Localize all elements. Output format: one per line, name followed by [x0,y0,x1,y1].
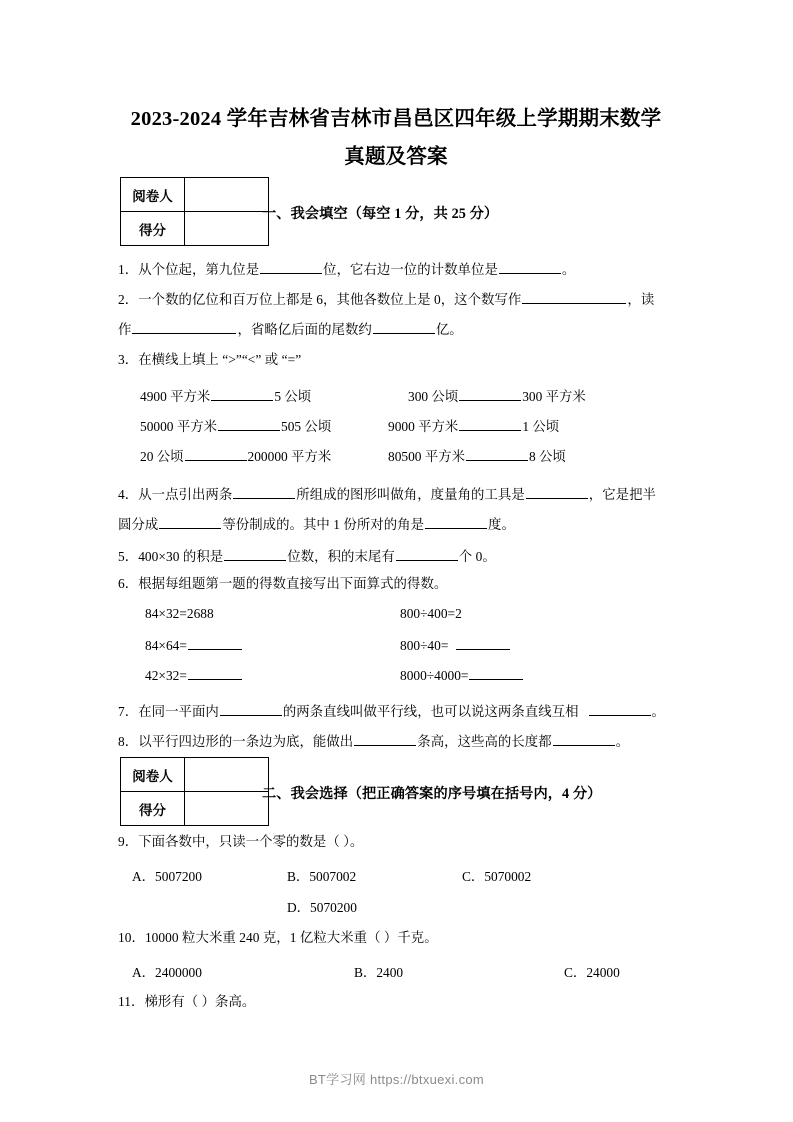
answer-blank[interactable] [589,702,651,716]
question-1 [118,255,674,285]
question-2-text-2: ，读 [627,292,655,307]
calc-left-expr: 84×64= [145,638,187,653]
answer-blank[interactable] [553,732,615,746]
question-5 [118,542,674,572]
answer-blank[interactable] [522,290,626,304]
calc-left [145,636,243,654]
question-3-number: 3． [118,352,139,367]
title-line-1: 2023-2024 学年吉林省吉林市昌邑区四年级上学期期末数学 [130,108,662,130]
answer-blank[interactable] [354,732,416,746]
question-5-text-3: 个 0。 [458,549,496,564]
answer-blank[interactable] [132,320,236,334]
question-9-text: 下面各数中，只读一个零的数是（ ）。 [138,834,364,849]
question-5-number: 5． [118,549,139,564]
question-6-prompt-text: 根据每组题第一题的得数直接写出下面算式的得数。 [138,576,448,591]
answer-blank[interactable] [456,636,510,650]
question-8-text-3: 。 [615,734,630,749]
compare-left-operand: 4900 平方米 [140,389,211,404]
compare-right-operand: 5 公顷 [274,389,312,404]
question-6-number: 6． [118,576,139,591]
question-10-number: 10． [118,930,145,945]
section-header-1: 一、我会填空（每空 1 分，共 25 分） [262,206,499,222]
question-10-text: 10000 粒大米重 240 克，1 亿粒大米重（ ）千克。 [144,930,438,945]
option-b[interactable]: B．2400 [354,965,404,980]
answer-blank[interactable] [396,547,458,561]
score-label: 得分 [121,792,185,826]
compare-left-operand: 80500 平方米 [388,449,465,464]
calc-right-expr: 800÷40= [400,638,449,653]
answer-blank[interactable] [224,547,286,561]
question-4-text-5: 等份制成的。其中 1 份所对的角是 [222,517,425,532]
question-7-number: 7． [118,704,139,719]
question-11-text: 梯形有（ ）条高。 [144,994,256,1009]
answer-blank[interactable] [459,387,521,401]
answer-blank[interactable] [159,515,221,529]
answer-blank[interactable] [188,636,242,650]
question-8-text-1: 以平行四边形的一条边为底，能做出 [138,734,354,749]
compare-right-operand: 8 公顷 [529,449,566,464]
question-1-number: 1． [118,262,139,277]
answer-blank[interactable] [220,702,282,716]
question-9 [118,834,363,850]
answer-blank[interactable] [211,387,273,401]
compare-left-operand: 50000 平方米 [140,419,217,434]
question-2-line2 [118,315,674,345]
calc-left [145,666,243,684]
question-2-text-3: 作 [118,322,132,337]
question-10 [118,930,438,946]
question-4-text-6: 度。 [488,517,515,532]
answer-blank[interactable] [185,447,247,461]
option-d[interactable]: D．5070200 [287,900,357,915]
question-1-text-2: 位，它右边一位的计数单位是 [323,262,498,277]
score-value-cell[interactable] [185,792,269,826]
calc-right [400,636,511,654]
table-row [121,792,269,826]
question-2-text-4: ，省略亿后面的尾数约 [237,322,372,337]
footer-watermark: BT学习网 https://btxuexi.com [308,1072,485,1087]
question-1-text-3: 。 [561,262,576,277]
question-8-text-2: 条高，这些高的长度都 [417,734,552,749]
question-2 [118,285,674,315]
calc-left-expr: 42×32= [145,668,187,683]
reviewer-value-cell[interactable] [185,178,269,212]
question-7-text-1: 在同一平面内 [138,704,219,719]
question-5-text-2: 位数，积的末尾有 [287,549,395,564]
question-2-text-5: 亿。 [435,322,463,337]
question-4-number: 4． [118,487,139,502]
title-line-2: 真题及答案 [344,146,448,168]
calc-right: 800÷400=2 [400,606,462,621]
question-5-text-1: 400×30 的积是 [138,549,224,564]
question-7-text-2: 的两条直线叫做平行线，也可以说这两条直线互相 [282,704,579,719]
question-3-prompt [118,352,301,368]
question-7 [118,697,674,727]
table-row [121,212,269,246]
compare-pair-right [388,416,559,435]
answer-blank[interactable] [218,417,280,431]
compare-pair-left [140,416,331,435]
score-label: 得分 [121,212,185,246]
question-8 [118,727,674,757]
question-11-number: 11． [118,994,145,1009]
answer-blank[interactable] [499,260,561,274]
question-3-prompt-text: 在横线上填上 “>”“<” 或 “=” [138,352,302,367]
question-2-number: 2． [118,292,139,307]
question-9-number: 9． [118,834,139,849]
answer-blank[interactable] [466,447,528,461]
option-a[interactable]: A．5007200 [132,869,202,884]
question-4-text-2: 所组成的图形叫做角，度量角的工具是 [296,487,525,502]
answer-blank[interactable] [459,417,521,431]
answer-blank[interactable] [526,485,588,499]
option-a[interactable]: A．2400000 [132,965,202,980]
option-c[interactable]: C．24000 [564,965,620,980]
reviewer-label: 阅卷人 [121,758,185,792]
option-c[interactable]: C．5070002 [462,869,532,884]
answer-blank[interactable] [188,666,242,680]
answer-blank[interactable] [469,666,523,680]
calc-right [400,666,524,684]
compare-pair-left [140,386,311,405]
score-table-section-2 [120,757,269,826]
answer-blank[interactable] [233,485,295,499]
question-2-text-1: 一个数的亿位和百万位上都是 6，其他各数位上是 0，这个数写作 [138,292,522,307]
answer-blank[interactable] [373,320,435,334]
compare-right-operand: 505 公顷 [281,419,332,434]
compare-pair-right [388,446,566,465]
question-8-number: 8． [118,734,139,749]
score-table-section-1 [120,177,269,246]
question-4-line2 [118,510,674,540]
compare-left-operand: 9000 平方米 [388,419,459,434]
answer-blank[interactable] [260,260,322,274]
option-b[interactable]: B．5007002 [287,869,357,884]
question-4 [118,480,674,510]
table-row [121,178,269,212]
compare-pair-right [408,386,586,405]
question-1-text-1: 从个位起，第九位是 [138,262,260,277]
question-4-text-1: 从一点引出两条 [138,487,233,502]
question-4-text-4: 圆分成 [118,517,159,532]
score-value-cell[interactable] [185,212,269,246]
compare-right-operand: 300 平方米 [522,389,586,404]
section-header-2: 二、我会选择（把正确答案的序号填在括号内，4 分） [262,786,602,802]
question-7-text-3: 。 [651,704,665,719]
question-11 [118,994,255,1010]
page-title [96,100,696,176]
compare-right-operand: 1 公顷 [522,419,560,434]
table-row [121,758,269,792]
calc-left: 84×32=2688 [145,606,214,621]
compare-left-operand: 20 公顷 [140,449,184,464]
calc-right-expr: 8000÷4000= [400,668,469,683]
compare-pair-left [140,446,331,465]
compare-right-operand: 200000 平方米 [247,449,332,464]
compare-left-operand: 300 公顷 [408,389,459,404]
answer-blank[interactable] [425,515,487,529]
reviewer-label: 阅卷人 [121,178,185,212]
reviewer-value-cell[interactable] [185,758,269,792]
question-6-prompt [118,576,447,592]
question-4-text-3: ，它是把半 [588,487,656,502]
